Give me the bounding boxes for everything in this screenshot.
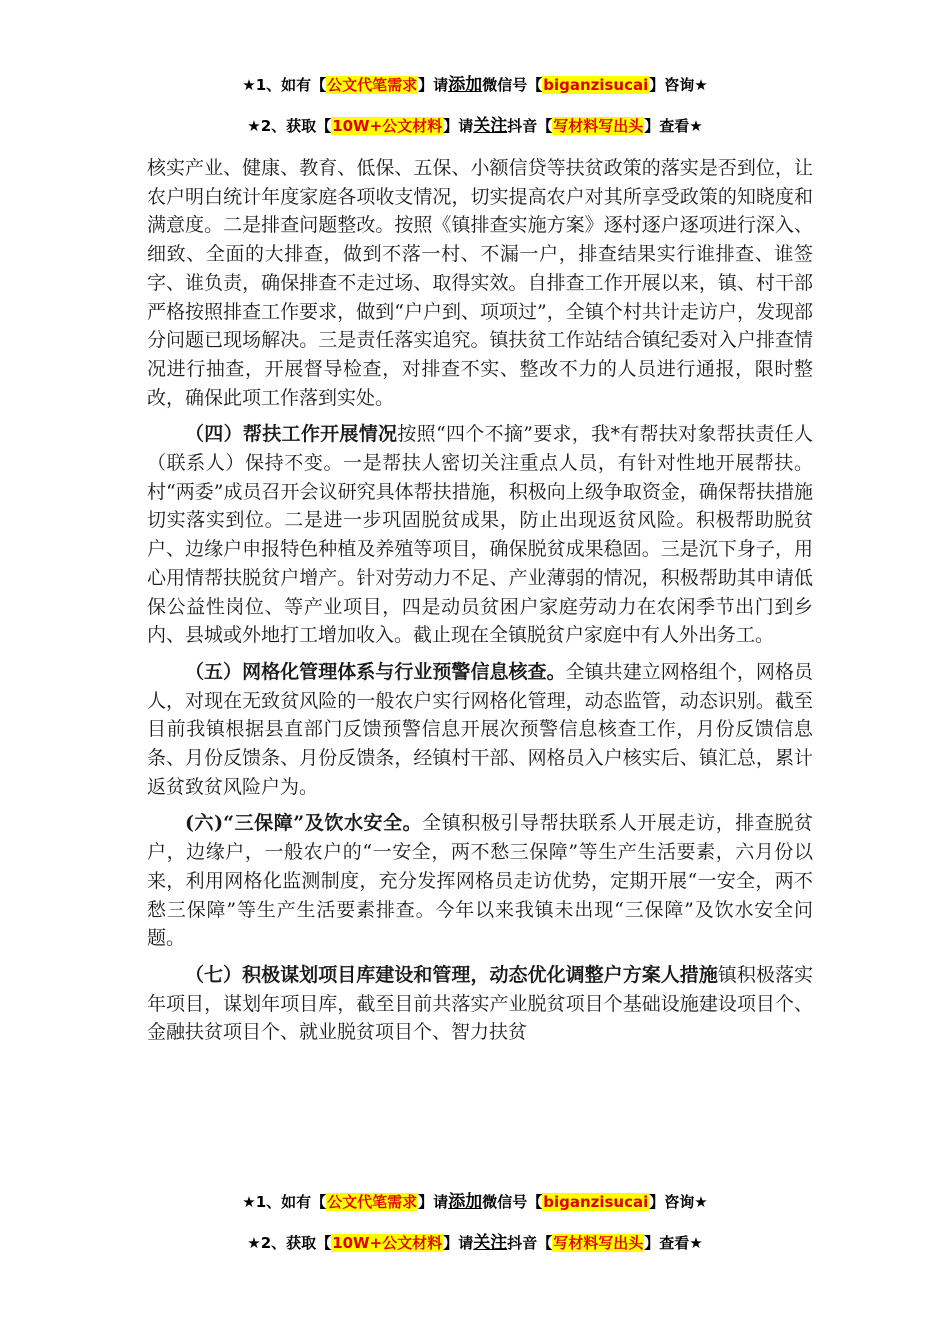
- highlight-text: biganzisucai: [543, 76, 649, 94]
- paragraph-grid-management: [147, 658, 813, 802]
- highlight-text: 10W+公文材料: [332, 117, 443, 135]
- banner-text: ★1、如有【: [242, 76, 327, 94]
- banner-text: 】查看★: [644, 117, 703, 135]
- paragraph-project-library: [147, 961, 813, 1047]
- section-heading: （五）网格化管理体系与行业预警信息核查。: [185, 660, 566, 683]
- banner-text: 】请: [418, 1193, 449, 1211]
- highlight-text: 公文代笔需求: [327, 76, 418, 94]
- top-banner-line-2: [0, 111, 950, 136]
- section-heading: (六)“三保障”及饮水安全。: [185, 812, 423, 835]
- banner-text: ★1、如有【: [242, 1193, 327, 1211]
- paragraph-text: 全镇共建立网格组个，网格员人，对现在无致贫风险的一般农户实行网格化管理，动态监管，动态识别。截至目前我镇根据县直部门反馈预警信息开展次预警信息核查工作，月份反馈信息条、月份反馈条、月份反馈条，经镇村干部、网格员入户核实后、镇汇总，累计返贫致贫风险户为。: [147, 660, 813, 798]
- paragraph-text: 全镇积极引导帮扶联系人开展走访，排查脱贫户，边缘户，一般农户的“一安全，两不愁三保障”等生产生活要素，六月份以来，利用网格化监测制度，充分发挥网格员走访优势，定期开展“一安全，两不愁三保障”等生产生活要素排查。今年以来我镇未出现“三保障”及饮水安全问题。: [147, 812, 813, 950]
- section-heading: （七）积极谋划项目库建设和管理，动态优化调整户方案人措施: [185, 963, 718, 986]
- underlined-text: 关注: [473, 116, 508, 136]
- top-banner-line-1: [0, 70, 950, 95]
- banner-text: ★2、获取【: [247, 117, 332, 135]
- banner-text: 抖音【: [507, 1234, 553, 1252]
- highlight-text: biganzisucai: [543, 1193, 649, 1211]
- banner-text: 微信号【: [482, 76, 543, 94]
- paragraph-text: 镇积极落实年项目，谋划年项目库，截至目前共落实产业脱贫项目个基础设施建设项目个、金融扶贫项目个、就业脱贫项目个、智力扶贫: [147, 963, 813, 1044]
- banner-text: 】请: [443, 1234, 474, 1252]
- banner-text: 】咨询★: [649, 76, 708, 94]
- bottom-banner-line-1: [0, 1187, 950, 1212]
- paragraph-assistance: [147, 420, 813, 650]
- highlight-text: 写材料写出头: [553, 117, 644, 135]
- paragraph-continuation: 核实产业、健康、教育、低保、五保、小额信贷等扶贫政策的落实是否到位，让农户明白统计年度家庭各项收支情况，切实提高农户对其所享受政策的知晓度和满意度。二是排查问题整改。按照《镇排查实施方案》逐村逐户逐项进行深入、细致、全面的大排查，做到不落一村、不漏一户，排查结果实行谁排查、谁签字、谁负责，确保排查不走过场、取得实效。自排查工作开展以来，镇、村干部严格按照排查工作要求，做到“户户到、项项过”，全镇个村共计走访户，发现部分问题已现场解决。三是责任落实追究。镇扶贫工作站结合镇纪委对入户排查情况进行抽查，开展督导检查，对排查不实、整改不力的人员进行通报，限时整改，确保此项工作落到实处。: [147, 157, 813, 409]
- section-heading: （四）帮扶工作开展情况: [185, 423, 398, 446]
- bottom-banner-line-2: [0, 1228, 950, 1253]
- highlight-text: 公文代笔需求: [327, 1193, 418, 1211]
- banner-text: 】请: [418, 76, 449, 94]
- banner-text: 微信号【: [482, 1193, 543, 1211]
- paragraph-text: 按照“四个不摘”要求，我*有帮扶对象帮扶责任人（联系人）保持不变。一是帮扶人密切关注重点人员，有针对性地开展帮扶。村“两委”成员召开会议研究具体帮扶措施，积极向上级争取资金，确保帮扶措施切实落实到位。二是进一步巩固脱贫成果，防止出现返贫风险。积极帮助脱贫户、边缘户申报特色种植及养殖等项目，确保脱贫成果稳固。三是沉下身子，用心用情帮扶脱贫户增产。针对劳动力不足、产业薄弱的情况，积极帮助其申请低保公益性岗位、等产业项目，四是动员贫困户家庭劳动力在农闲季节出门到乡内、县城或外地打工增加收入。截止现在全镇脱贫户家庭中有人外出务工。: [147, 423, 813, 647]
- banner-text: 抖音【: [507, 117, 553, 135]
- banner-text: 】请: [443, 117, 474, 135]
- paragraph-three-guarantees: [147, 809, 813, 953]
- underlined-text: 添加: [448, 75, 483, 95]
- banner-text: ★2、获取【: [247, 1234, 332, 1252]
- banner-text: 】查看★: [644, 1234, 703, 1252]
- highlight-text: 10W+公文材料: [332, 1234, 443, 1252]
- underlined-text: 关注: [473, 1233, 508, 1253]
- highlight-text: 写材料写出头: [553, 1234, 644, 1252]
- underlined-text: 添加: [448, 1192, 483, 1212]
- document-body: [147, 154, 813, 1055]
- banner-text: 】咨询★: [649, 1193, 708, 1211]
